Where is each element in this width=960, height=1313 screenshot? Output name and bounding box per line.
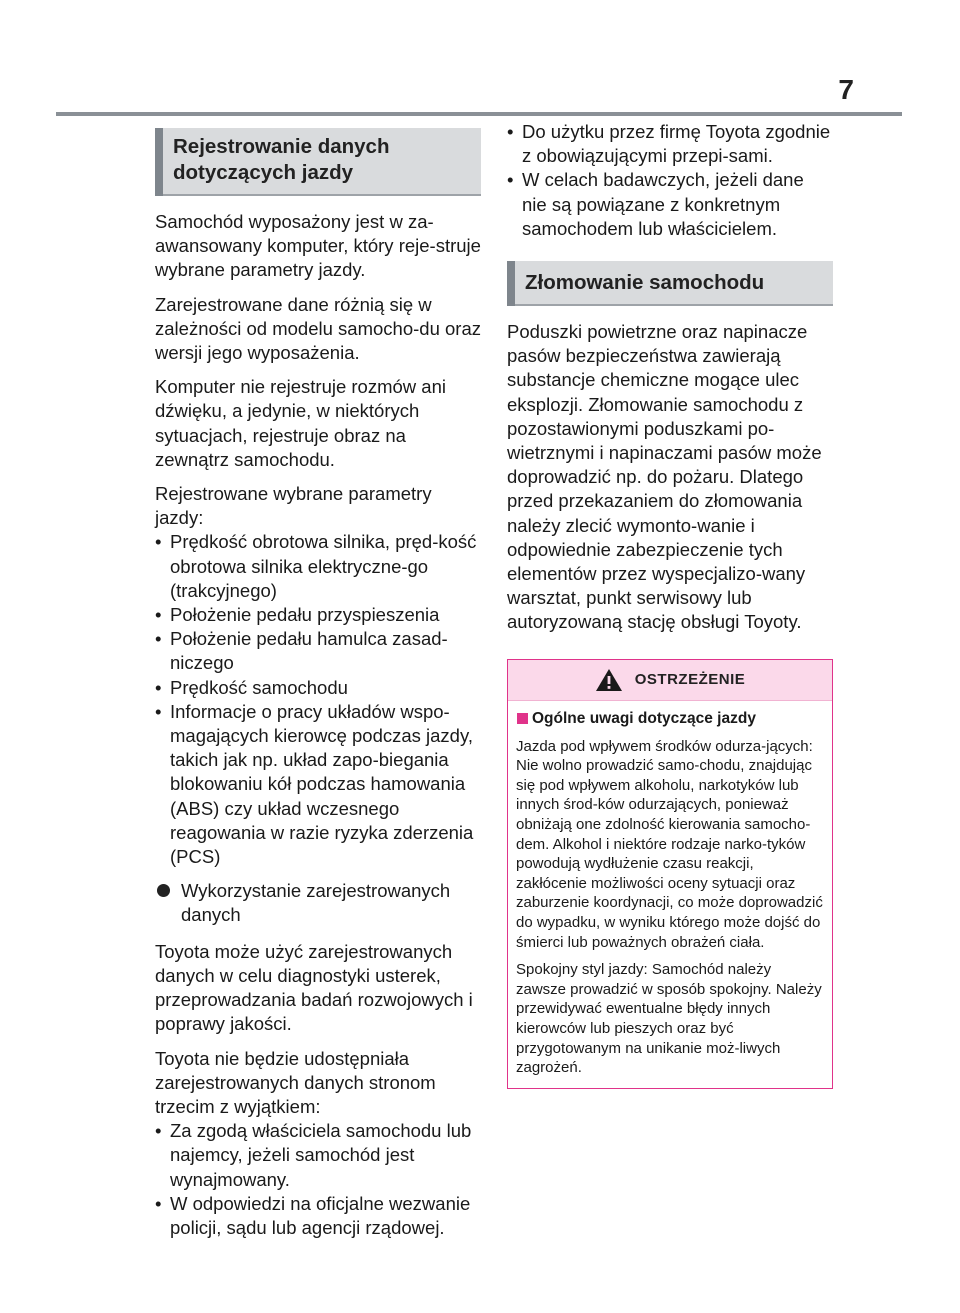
list-item: • Prędkość samochodu	[155, 676, 481, 700]
warning-body	[508, 701, 832, 1088]
page-number: 7	[838, 74, 854, 105]
subheading-text: Wykorzystanie zarejestrowanych danych	[181, 880, 451, 926]
paragraph-data-differ: Zarejestrowane dane różnią się w zależności od modelu samocho-du oraz wersji jego wyposażenia.	[155, 293, 481, 364]
list-item: • Informacje o pracy układów wspo-magających kierowcę podczas jazdy, takich jak np. układ zapo-biegania blokowaniu kół podczas hamowania (ABS) czy układ wczesnego reagowania w razie ryzyka zderzenia (PCS)	[155, 700, 481, 869]
warning-header	[508, 660, 832, 701]
list-item: • Prędkość obrotowa silnika, pręd-kość obrotowa silnika elektryczne-go (trakcyjnego)	[155, 530, 481, 603]
warning-title: OSTRZEŻENIE	[634, 671, 746, 689]
parameter-list	[155, 530, 481, 869]
warning-subheading	[516, 709, 824, 729]
warning-triangle-icon	[595, 668, 623, 692]
paragraph-third-parties: Toyota nie będzie udostępniała zarejestrowanych danych stronom trzecim z wyjątkiem:	[155, 1047, 436, 1117]
warning-paragraph-calm-driving: Spokojny styl jazdy: Samochód należy zawsze prowadzić w sposób spokojny. Należy przewidywać ewentualne błędy innych kierowców lub pieszych oraz być przygotowanym na unikanie moż-liwych zagrożeń.	[516, 961, 822, 1077]
list-item: • Położenie pedału przyspieszenia	[155, 603, 481, 627]
list-item: • Położenie pedału hamulca zasad-niczego	[155, 627, 481, 675]
exception-list-continued	[507, 120, 833, 241]
paragraph-parameters-intro: Rejestrowane wybrane parametry jazdy:	[155, 483, 432, 529]
paragraph-scrapping: Poduszki powietrzne oraz napinacze pasów bezpieczeństwa zawierają substancje chemiczne mogące ulec eksplozji. Złomowanie samochodu z pozostawionymi poduszkami po-wietrznymi i napinaczami pasów może doprowadzić np. do pożaru. Dlatego przed przekazaniem do złomowania należy zlecić wymonto-wanie i odpowiednie zabezpieczenie tych elementów przez wyspecjalizo-wany warsztat, punkt serwisowy lub autoryzowaną stację obsługi Toyoty.	[507, 321, 822, 633]
warning-box	[507, 659, 833, 1089]
section-title-data-recording: Rejestrowanie danych dotyczących jazdy	[155, 128, 481, 196]
top-rule	[56, 112, 902, 116]
right-column	[507, 120, 833, 1089]
section-title-scrapping: Złomowanie samochodu	[507, 261, 833, 306]
list-item: • Do użytku przez firmę Toyota zgodnie z obowiązującymi przepi-sami.	[507, 120, 833, 168]
paragraph-computer: Samochód wyposażony jest w za-awansowany komputer, który reje-struje wybrane parametry jazdy.	[155, 211, 481, 281]
subheading-data-use	[155, 879, 481, 927]
paragraph-no-audio: Komputer nie rejestruje rozmów ani dźwięku, a jedynie, w niektórych sytuacjach, rejestruje obraz na zewnątrz samochodu.	[155, 376, 446, 470]
warning-subheading-text: Ogólne uwagi dotyczące jazdy	[532, 709, 756, 727]
list-item: • Za zgodą właściciela samochodu lub najemcy, jeżeli samochód jest wynajmowany.	[155, 1119, 481, 1192]
square-bullet-icon	[517, 713, 528, 724]
left-column	[155, 120, 481, 1250]
list-item: • W celach badawczych, jeżeli dane nie są powiązane z konkretnym samochodem lub właścicielem.	[507, 168, 833, 241]
list-item: • W odpowiedzi na oficjalne wezwanie policji, sądu lub agencji rządowej.	[155, 1192, 481, 1240]
paragraph-data-use: Toyota może użyć zarejestrowanych danych w celu diagnostyki usterek, przeprowadzania badań rozwojowych i poprawy jakości.	[155, 940, 473, 1035]
exception-list	[155, 1119, 481, 1240]
bullet-dot-icon	[157, 884, 170, 897]
warning-paragraph-intoxication: Jazda pod wpływem środków odurza-jących: Nie wolno prowadzić samo-chodu, znajdując się pod wpływem alkoholu, narkotyków lub innych środ-ków odurzających, ponieważ obniżają one zdolność kierowania samocho-dem. Alkohol i niektóre rodzaje narko-tyków powodują wydłużenie czasu reakcji, zakłócenie możliwości oceny sytuacji oraz zaburzenie koordynacji, co może doprowadzić do wypadku, w wyniku którego może dojść do śmierci lub poważnych obrażeń ciała.	[516, 737, 823, 951]
